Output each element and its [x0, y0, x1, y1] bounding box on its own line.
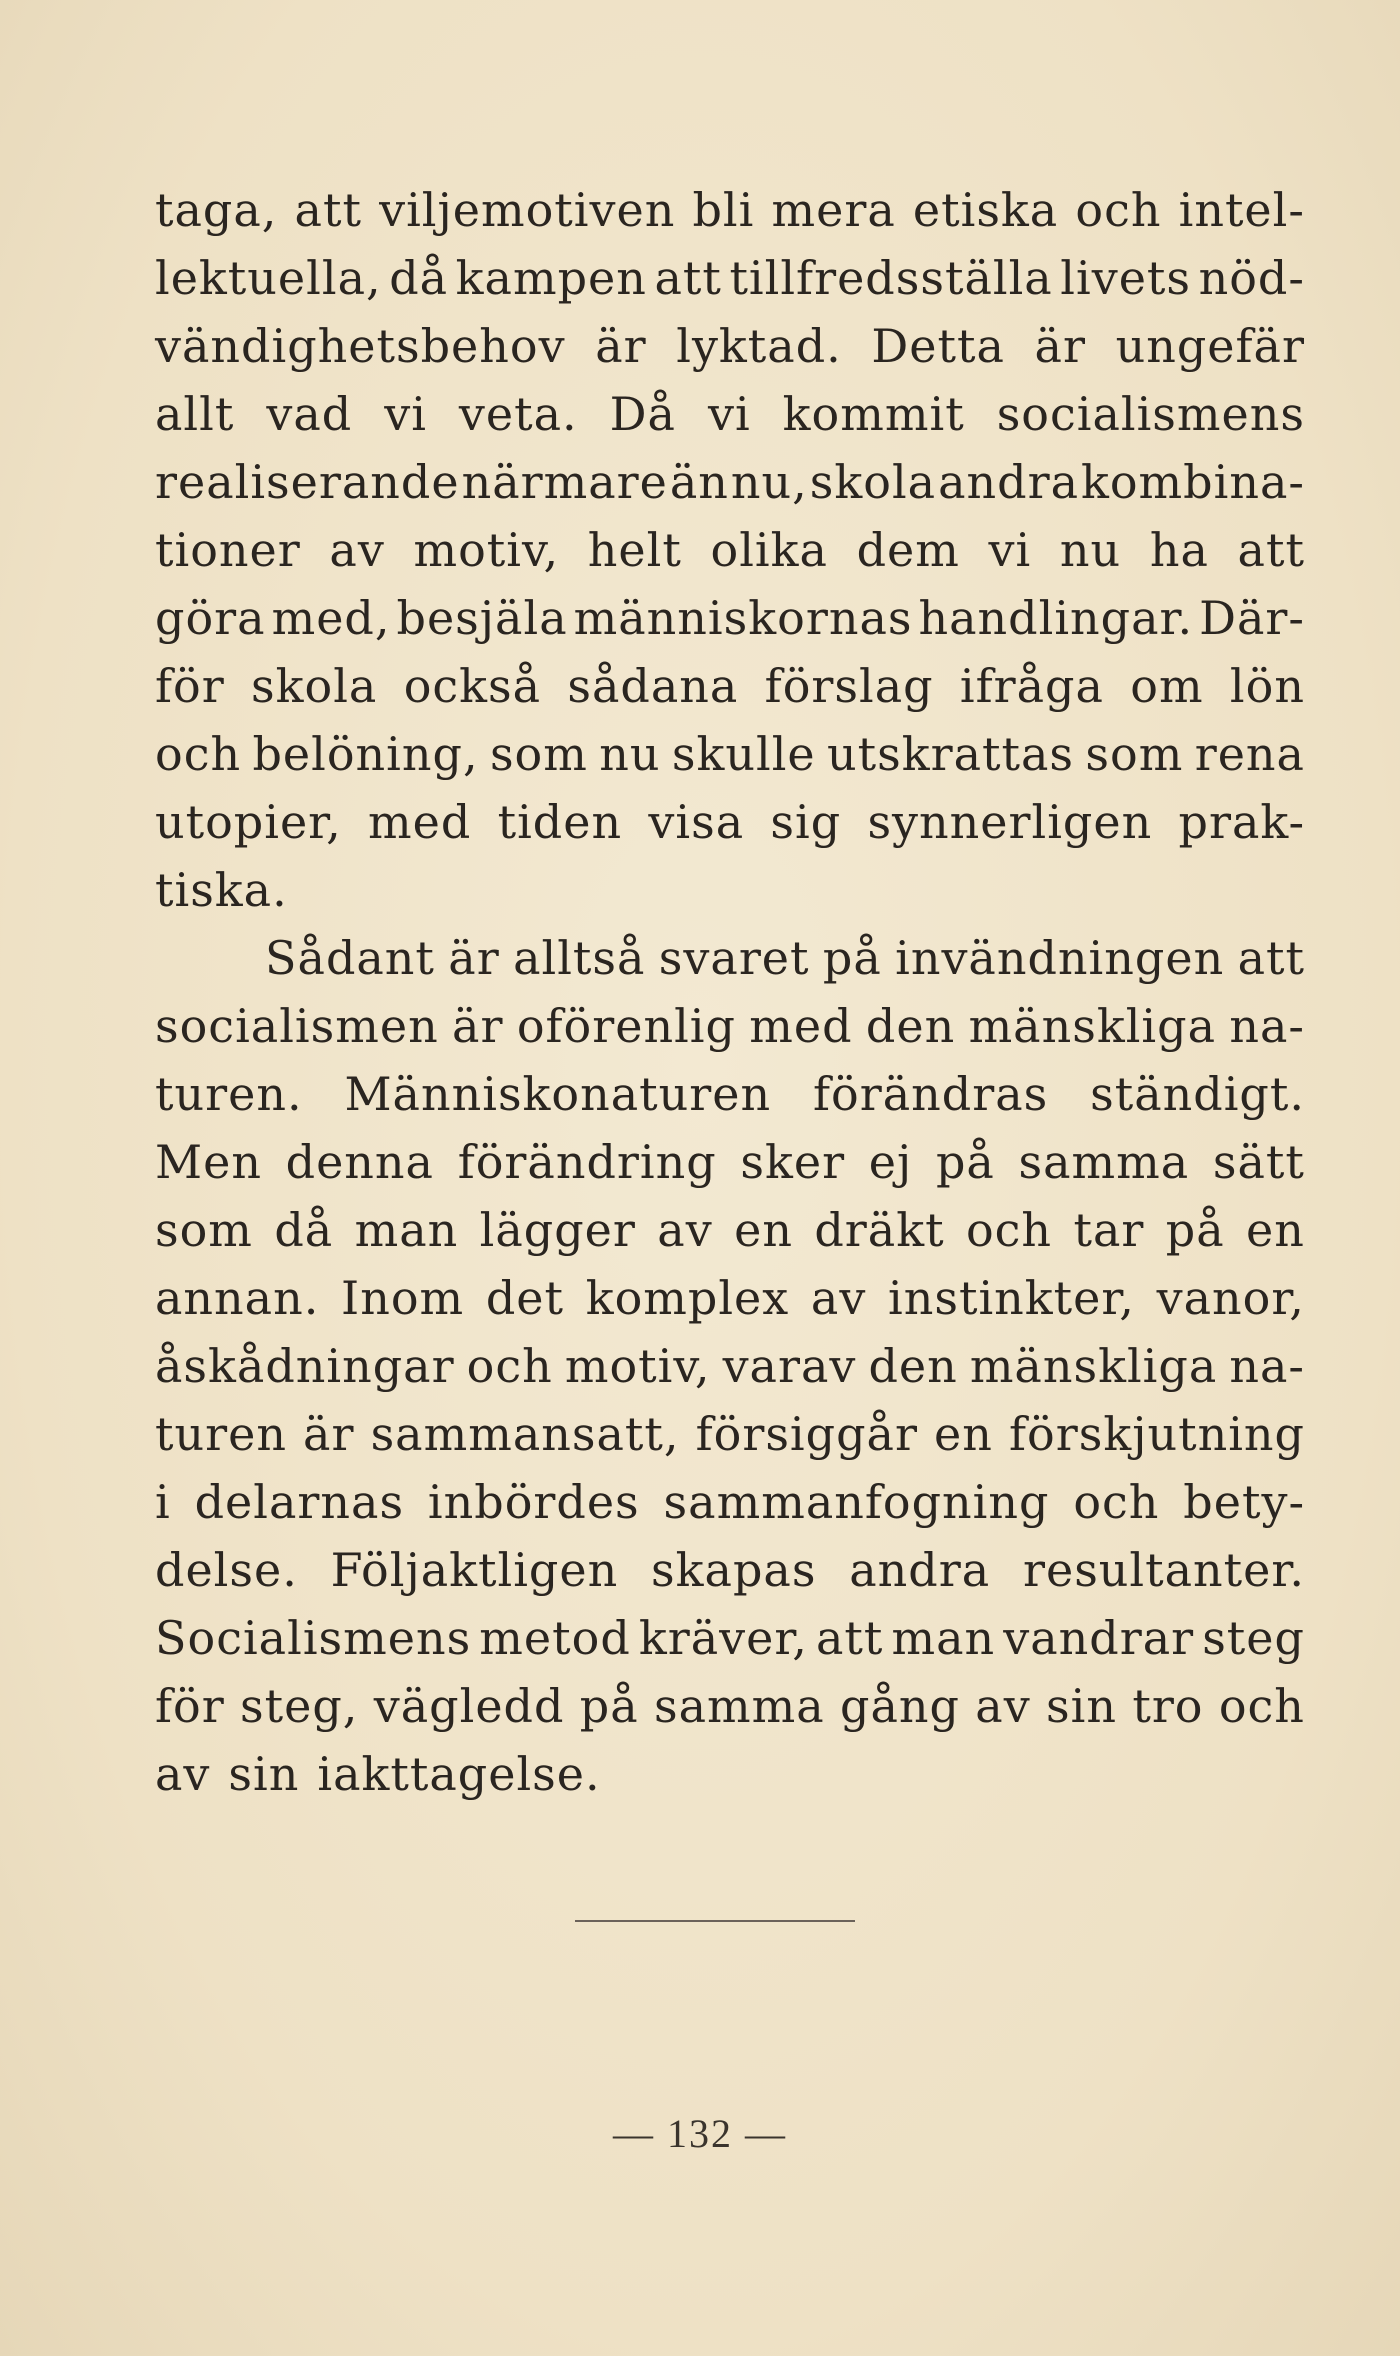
word: vändighetsbehov: [155, 319, 566, 373]
word: gång: [840, 1679, 960, 1733]
word: är: [595, 319, 647, 373]
word: tro: [1132, 1679, 1204, 1733]
word: att: [1237, 523, 1305, 577]
word: på: [935, 1135, 995, 1189]
word: annan.: [155, 1271, 320, 1325]
word: allt: [155, 387, 235, 441]
word: närmare: [461, 455, 668, 509]
word: på: [579, 1679, 639, 1733]
word: då: [389, 251, 449, 305]
text-line: [155, 1672, 1305, 1740]
word: som: [1085, 727, 1184, 781]
word: man: [891, 1611, 996, 1665]
word: invändningen: [895, 931, 1225, 985]
word: också: [403, 659, 542, 713]
word: Men: [155, 1135, 262, 1189]
word: ständigt.: [1090, 1067, 1305, 1121]
word: lön: [1229, 659, 1305, 713]
word: dräkt: [814, 1203, 945, 1257]
word: Följaktligen: [330, 1543, 619, 1597]
word: att: [654, 251, 722, 305]
word: komplex: [585, 1271, 790, 1325]
word: är: [303, 1407, 355, 1461]
word: vi: [384, 387, 427, 441]
word: ej: [868, 1135, 913, 1189]
word: sammansatt,: [370, 1407, 680, 1461]
text-line: [155, 856, 1305, 924]
word: vi: [707, 387, 751, 441]
word: sig: [770, 795, 842, 849]
word: oförenlig: [516, 999, 736, 1053]
word: belöning,: [252, 727, 479, 781]
word: vad: [266, 387, 353, 441]
word: skola: [251, 659, 378, 713]
word: för: [155, 659, 225, 713]
word: göra: [155, 591, 266, 645]
word: kommit: [782, 387, 965, 441]
word: sin: [1046, 1679, 1117, 1733]
end-rule: [575, 1920, 855, 1922]
word: skulle: [671, 727, 816, 781]
word: synnerligen: [867, 795, 1153, 849]
paragraph: [155, 176, 1305, 924]
word: turen: [155, 1407, 287, 1461]
text-line: [155, 992, 1305, 1060]
text-line: [155, 176, 1305, 244]
word: Då: [609, 387, 676, 441]
word: människornas: [573, 591, 913, 645]
text-line: [155, 788, 1305, 856]
text-line: [155, 380, 1305, 448]
word: lektuella,: [155, 251, 382, 305]
text-line: [155, 312, 1305, 380]
text-line: [155, 1604, 1305, 1672]
word: av: [810, 1271, 867, 1325]
text-line: [155, 1196, 1305, 1264]
word: alltså: [513, 931, 646, 985]
word: som: [489, 727, 588, 781]
word: man: [354, 1203, 459, 1257]
word: kräver,: [638, 1611, 808, 1665]
word: etiska: [912, 183, 1059, 237]
word: kombina-: [1080, 455, 1305, 509]
word: ha: [1149, 523, 1209, 577]
word: förslag: [764, 659, 934, 713]
text-line: [155, 1468, 1305, 1536]
word: na-: [1229, 1339, 1305, 1393]
word: försiggår: [695, 1407, 918, 1461]
word: besjäla: [396, 591, 568, 645]
word: den: [865, 999, 956, 1053]
text-line: [155, 924, 1305, 992]
word: skola: [809, 455, 937, 509]
word: vi: [988, 523, 1032, 577]
word: veta.: [458, 387, 578, 441]
word: sätt: [1212, 1135, 1305, 1189]
word: än: [669, 455, 729, 509]
word: mera: [771, 183, 896, 237]
word: nu,: [730, 455, 808, 509]
word: lägger: [479, 1203, 636, 1257]
word: denna: [285, 1135, 434, 1189]
word: Detta: [871, 319, 1005, 373]
word: bli: [692, 183, 755, 237]
text-line: [155, 1128, 1305, 1196]
word: motiv,: [564, 1339, 711, 1393]
word: det: [485, 1271, 565, 1325]
word: sammanfogning: [663, 1475, 1050, 1529]
word: utopier,: [155, 795, 342, 849]
word: rena: [1194, 727, 1305, 781]
word: en: [934, 1407, 993, 1461]
text-line: [155, 584, 1305, 652]
word: av: [329, 523, 385, 577]
word: delse.: [155, 1543, 298, 1597]
word: av: [975, 1679, 1031, 1733]
word: på: [822, 931, 882, 985]
word: lyktad.: [676, 319, 842, 373]
text-line: [155, 1264, 1305, 1332]
word: är: [448, 931, 500, 985]
word: resultanter.: [1022, 1543, 1305, 1597]
word: med: [368, 795, 472, 849]
word: svaret: [658, 931, 810, 985]
word: inbördes: [427, 1475, 640, 1529]
word: na-: [1229, 999, 1305, 1053]
word: Människonaturen: [344, 1067, 772, 1121]
text-line: [155, 448, 1305, 516]
word: Socialismens: [155, 1611, 472, 1665]
word: mänskliga: [968, 999, 1217, 1053]
word: olika: [710, 523, 828, 577]
word: och: [965, 1203, 1053, 1257]
word: realiserande: [155, 455, 460, 509]
word: skapas: [651, 1543, 817, 1597]
word: och: [1218, 1679, 1305, 1733]
word: tiska.: [155, 863, 288, 917]
word: tillfredsställa: [729, 251, 1053, 305]
word: att: [815, 1611, 884, 1665]
text-line: [155, 1400, 1305, 1468]
text-line: [155, 516, 1305, 584]
word: är: [452, 999, 504, 1053]
word: av: [155, 1747, 211, 1801]
word: viljemotiven: [379, 183, 676, 237]
word: tioner: [155, 523, 301, 577]
word: vägledd: [373, 1679, 565, 1733]
word: vandrar: [1003, 1611, 1195, 1665]
word: socialismens: [996, 387, 1305, 441]
word: en: [1246, 1203, 1305, 1257]
text-line: [155, 244, 1305, 312]
page-number: — 132 —: [613, 2111, 787, 2156]
word: andra: [938, 455, 1079, 509]
word: tar: [1073, 1203, 1145, 1257]
word: livets: [1060, 251, 1192, 305]
text-line: [155, 1740, 1305, 1808]
word: kampen: [455, 251, 647, 305]
word: socialismen: [155, 999, 439, 1053]
word: iakttagelse.: [317, 1747, 601, 1801]
word: dem: [856, 523, 960, 577]
word: motiv,: [413, 523, 560, 577]
word: sådana: [567, 659, 739, 713]
word: att: [294, 183, 362, 237]
word: den: [868, 1339, 958, 1393]
word: Där-: [1199, 591, 1305, 645]
word: visa: [648, 795, 745, 849]
word: på: [1165, 1203, 1225, 1257]
word: ifråga: [959, 659, 1104, 713]
text-line: [155, 1060, 1305, 1128]
word: samma: [1018, 1135, 1190, 1189]
word: förändras: [813, 1067, 1049, 1121]
text-line: [155, 720, 1305, 788]
word: steg,: [240, 1679, 359, 1733]
word: nöd-: [1198, 251, 1305, 305]
word: vanor,: [1156, 1271, 1305, 1325]
body-text: [155, 176, 1305, 1808]
word: för: [155, 1679, 225, 1733]
word: mänskliga: [969, 1339, 1218, 1393]
word: turen.: [155, 1067, 303, 1121]
word: åskådningar: [155, 1339, 455, 1393]
word: och: [1073, 1475, 1160, 1529]
word: med: [749, 999, 853, 1053]
text-line: [155, 652, 1305, 720]
word: en: [734, 1203, 793, 1257]
word: förskjutning: [1009, 1407, 1305, 1461]
text-line: [155, 1332, 1305, 1400]
word: bety-: [1183, 1475, 1305, 1529]
word: nu: [599, 727, 661, 781]
word: ungefär: [1115, 319, 1305, 373]
word: om: [1130, 659, 1204, 713]
word: och: [1075, 183, 1162, 237]
word: varav: [722, 1339, 857, 1393]
word: prak-: [1178, 795, 1305, 849]
word: och: [155, 727, 242, 781]
word: av: [657, 1203, 713, 1257]
word: med,: [271, 591, 391, 645]
word: då: [274, 1203, 334, 1257]
word: i: [155, 1475, 171, 1529]
word: tiden: [497, 795, 623, 849]
word: och: [466, 1339, 553, 1393]
word: är: [1034, 319, 1086, 373]
word: att: [1237, 931, 1305, 985]
word: utskrattas: [827, 727, 1075, 781]
word: samma: [653, 1679, 825, 1733]
text-line: [155, 1536, 1305, 1604]
word: instinkter,: [888, 1271, 1135, 1325]
word: handlingar.: [918, 591, 1194, 645]
word: steg: [1202, 1611, 1305, 1665]
word: nu: [1059, 523, 1122, 577]
word: helt: [587, 523, 682, 577]
word: sin: [228, 1747, 300, 1801]
word: metod: [479, 1611, 631, 1665]
word: delarnas: [194, 1475, 405, 1529]
word: intel-: [1178, 183, 1305, 237]
word: taga,: [155, 183, 278, 237]
word: förändring: [457, 1135, 717, 1189]
word: sker: [740, 1135, 846, 1189]
word: Inom: [341, 1271, 465, 1325]
word: Sådant: [265, 931, 435, 985]
word: andra: [849, 1543, 991, 1597]
paragraph: [155, 924, 1305, 1808]
word: som: [155, 1203, 253, 1257]
